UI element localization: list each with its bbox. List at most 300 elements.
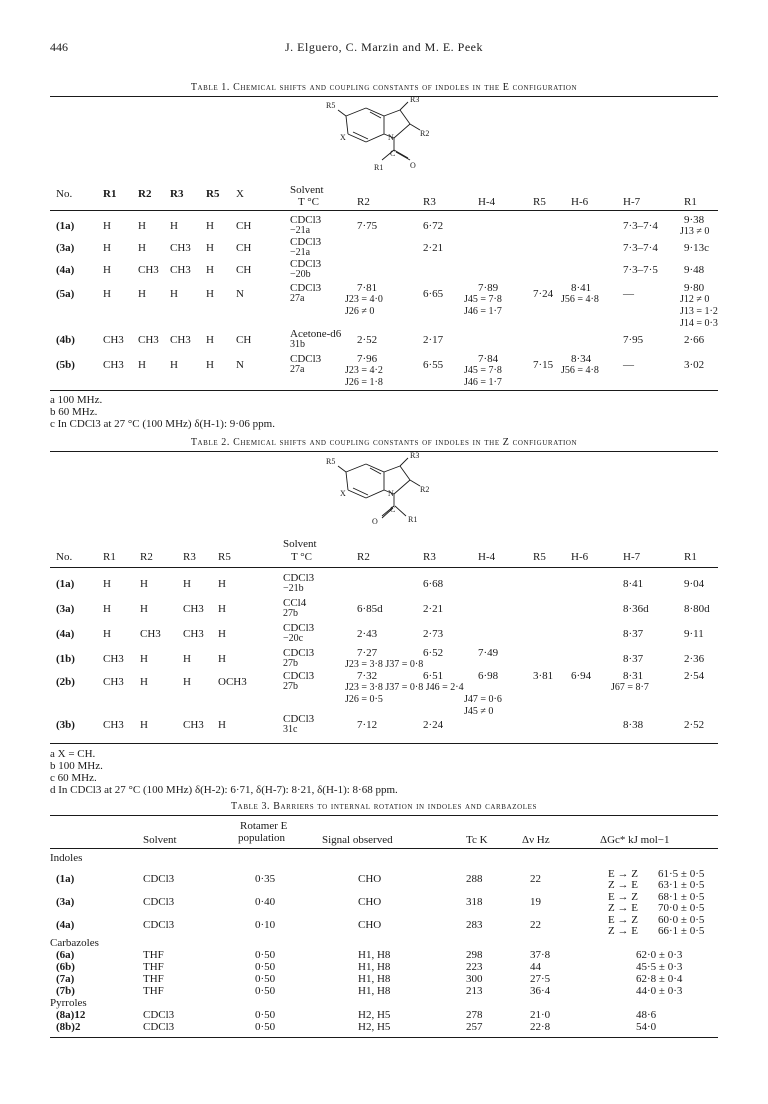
cell-shift-r2: 7·81 bbox=[357, 282, 378, 294]
cell-shift-r1: 9·11 bbox=[684, 628, 704, 640]
col-header-dv: Δν Hz bbox=[522, 834, 550, 846]
col-header-shift-r2: R2 bbox=[357, 551, 370, 563]
cell-r1: H bbox=[103, 578, 111, 590]
col-header-h7: H-7 bbox=[623, 196, 641, 208]
cell-solvent: Acetone-d6 bbox=[290, 328, 342, 340]
group-heading: Pyrroles bbox=[50, 997, 87, 1009]
row-id: (6a) bbox=[56, 949, 75, 961]
cell-solvent: CDCl3 bbox=[143, 1021, 175, 1033]
cell-h7: 8·31 bbox=[623, 670, 644, 682]
bond-line bbox=[400, 458, 408, 466]
cell-x: N bbox=[236, 359, 244, 371]
structure-label-o: O bbox=[372, 517, 378, 526]
cell-r5: H bbox=[206, 242, 214, 254]
cell-direction: E → Z bbox=[608, 891, 638, 903]
col-header-solvent: Solvent bbox=[290, 184, 324, 196]
bond-line bbox=[370, 112, 381, 118]
cell-r3: CH3 bbox=[170, 242, 191, 254]
cell-dg: 70·0 ± 0·5 bbox=[658, 902, 705, 914]
bond-line bbox=[394, 124, 410, 138]
cell-solvent: CDCl3 bbox=[290, 214, 322, 226]
col-header-shift-r3: R3 bbox=[423, 196, 436, 208]
cell-signal: CHO bbox=[358, 896, 382, 908]
cell-shift-r1: 2·52 bbox=[684, 719, 705, 731]
cell-coupling: J23 = 3·8 J37 = 0·8 J46 = 2·4 bbox=[345, 682, 464, 693]
cell-r3: CH3 bbox=[170, 264, 191, 276]
cell-tc: 283 bbox=[466, 919, 483, 931]
bond-line bbox=[338, 466, 346, 472]
row-id: (3a) bbox=[56, 603, 75, 615]
cell-temp: −21a bbox=[290, 247, 311, 258]
cell-dg: 62·8 ± 0·4 bbox=[636, 973, 683, 985]
cell-coupling: J23 = 4·0 bbox=[345, 294, 383, 305]
col-header-r1: R1 bbox=[103, 188, 117, 200]
structure-label-r3: R3 bbox=[410, 96, 420, 104]
cell-solvent: CDCl3 bbox=[290, 236, 322, 248]
row-id: (7b) bbox=[56, 985, 75, 997]
cell-solvent: THF bbox=[143, 961, 164, 973]
cell-r3: CH3 bbox=[183, 628, 204, 640]
cell-h7: — bbox=[623, 359, 634, 371]
cell-tc: 300 bbox=[466, 973, 483, 985]
cell-solvent: CDCl3 bbox=[283, 713, 315, 725]
bond-line bbox=[394, 480, 410, 494]
structure-label-n: N bbox=[388, 489, 394, 498]
cell-direction: E → Z bbox=[608, 914, 638, 926]
cell-x: CH bbox=[236, 334, 252, 346]
cell-tc: 257 bbox=[466, 1021, 483, 1033]
cell-solvent: CDCl3 bbox=[283, 647, 315, 659]
cell-population: 0·50 bbox=[255, 985, 276, 997]
cell-solvent: CDCl3 bbox=[143, 1009, 175, 1021]
cell-h7: 7·3–7·4 bbox=[623, 220, 658, 232]
structure-label-r5: R5 bbox=[326, 101, 336, 110]
bond-line bbox=[348, 134, 366, 142]
cell-solvent: CDCl3 bbox=[283, 622, 315, 634]
table1-caption: Table 1. Chemical shifts and coupling constants of indoles in the E configuration bbox=[190, 82, 578, 93]
cell-solvent: CDCl3 bbox=[283, 670, 315, 682]
cell-population: 0·50 bbox=[255, 1009, 276, 1021]
cell-temp: −20b bbox=[290, 269, 311, 280]
col-header-shift-r3: R3 bbox=[423, 551, 436, 563]
cell-shift-r1: 9·04 bbox=[684, 578, 705, 590]
row-id: (3a) bbox=[56, 896, 75, 908]
cell-temp: 27a bbox=[290, 364, 305, 375]
cell-shift-r3: 6·55 bbox=[423, 359, 444, 371]
cell-direction: Z → E bbox=[608, 925, 638, 937]
structure-label-o: O bbox=[410, 161, 416, 170]
structure-label-r3: R3 bbox=[410, 452, 420, 460]
cell-r5: H bbox=[218, 653, 226, 665]
cell-shift-r2: 7·96 bbox=[357, 353, 378, 365]
row-id: (3a) bbox=[56, 242, 75, 254]
col-header-tc: Tc K bbox=[466, 834, 488, 846]
cell-r1: CH3 bbox=[103, 359, 124, 371]
cell-dv: 37·8 bbox=[530, 949, 551, 961]
cell-r1: H bbox=[103, 628, 111, 640]
structure-label-x: X bbox=[340, 489, 346, 498]
row-id: (1a) bbox=[56, 578, 75, 590]
bond-line bbox=[346, 116, 348, 134]
cell-solvent: CDCl3 bbox=[290, 258, 322, 270]
cell-h6: 6·94 bbox=[571, 670, 592, 682]
cell-tc: 288 bbox=[466, 873, 483, 885]
cell-shift-r3: 2·17 bbox=[423, 334, 444, 346]
row-id: (4b) bbox=[56, 334, 75, 346]
cell-x: CH bbox=[236, 264, 252, 276]
cell-r1: CH3 bbox=[103, 676, 124, 688]
cell-dg: 63·1 ± 0·5 bbox=[658, 879, 705, 891]
cell-direction: Z → E bbox=[608, 902, 638, 914]
cell-shift-r1: 2·54 bbox=[684, 670, 705, 682]
cell-r5: H bbox=[218, 719, 226, 731]
cell-h7: 7·95 bbox=[623, 334, 644, 346]
col-header-h4: H-4 bbox=[478, 551, 496, 563]
table3-top-rule bbox=[50, 815, 718, 816]
cell-h6: 8·34 bbox=[571, 353, 592, 365]
cell-coupling: J14 = 0·3 bbox=[680, 318, 718, 329]
cell-solvent: THF bbox=[143, 973, 164, 985]
bond-line bbox=[384, 110, 400, 116]
cell-h4: 6·98 bbox=[478, 670, 499, 682]
cell-temp: 31c bbox=[283, 724, 298, 735]
cell-shift-r2: 7·12 bbox=[357, 719, 378, 731]
cell-solvent: CDCl3 bbox=[143, 896, 175, 908]
cell-signal: H1, H8 bbox=[358, 949, 391, 961]
cell-shift-r3: 6·68 bbox=[423, 578, 444, 590]
cell-r5: H bbox=[206, 220, 214, 232]
table2-structure bbox=[316, 452, 456, 532]
cell-h7: 8·36d bbox=[623, 603, 649, 615]
row-id: (1b) bbox=[56, 653, 75, 665]
cell-r3: H bbox=[183, 653, 191, 665]
cell-dv: 19 bbox=[530, 896, 541, 908]
cell-r5: OCH3 bbox=[218, 676, 247, 688]
cell-coupling: J26 = 1·8 bbox=[345, 377, 383, 388]
cell-x: CH bbox=[236, 220, 252, 232]
cell-tc: 298 bbox=[466, 949, 483, 961]
col-header-shift-r5: R5 bbox=[533, 551, 546, 563]
row-id: (4a) bbox=[56, 919, 75, 931]
row-id: (3b) bbox=[56, 719, 75, 731]
col-header-shift-r2: R2 bbox=[357, 196, 370, 208]
structure-label-r1: R1 bbox=[408, 515, 418, 524]
bond-line bbox=[410, 480, 420, 486]
cell-r2: H bbox=[138, 359, 146, 371]
cell-coupling: J67 = 8·7 bbox=[611, 682, 649, 693]
cell-temp: 27b bbox=[283, 608, 298, 619]
bond-line bbox=[400, 102, 408, 110]
cell-dv: 44 bbox=[530, 961, 541, 973]
table1-footnote: b 60 MHz. bbox=[50, 406, 98, 418]
cell-r3: CH3 bbox=[183, 603, 204, 615]
cell-shift-r3: 2·21 bbox=[423, 242, 444, 254]
cell-r3: H bbox=[170, 359, 178, 371]
col-header-shift-r1: R1 bbox=[684, 196, 697, 208]
bond-line bbox=[346, 472, 348, 490]
cell-r2: H bbox=[138, 220, 146, 232]
table2-caption: Table 2. Chemical shifts and coupling constants of indoles in the Z configuration bbox=[190, 437, 578, 448]
cell-signal: CHO bbox=[358, 873, 382, 885]
cell-r2: H bbox=[140, 676, 148, 688]
structure-label-r5: R5 bbox=[326, 457, 336, 466]
cell-solvent: CDCl3 bbox=[283, 572, 315, 584]
cell-shift-r1: 9·80 bbox=[684, 282, 705, 294]
cell-h7: 8·41 bbox=[623, 578, 644, 590]
cell-coupling: J45 ≠ 0 bbox=[464, 706, 494, 717]
table2-footnote: d In CDCl3 at 27 °C (100 MHz) δ(H-2): 6·71, δ(H-7): 8·21, δ(H-1): 8·68 ppm. bbox=[50, 784, 398, 796]
cell-coupling: J45 = 7·8 bbox=[464, 365, 502, 376]
cell-r3: H bbox=[183, 578, 191, 590]
cell-dg: 48·6 bbox=[636, 1009, 657, 1021]
running-header: J. Elguero, C. Marzin and M. E. Peek bbox=[285, 40, 483, 54]
row-id: (6b) bbox=[56, 961, 75, 973]
bond-line bbox=[353, 488, 368, 495]
table3-header-rule bbox=[50, 848, 718, 849]
structure-label-c: C bbox=[390, 505, 396, 514]
cell-r5: H bbox=[218, 628, 226, 640]
cell-r1: H bbox=[103, 603, 111, 615]
table2-bottom-rule bbox=[50, 743, 718, 744]
cell-dg: 44·0 ± 0·3 bbox=[636, 985, 683, 997]
cell-signal: H1, H8 bbox=[358, 985, 391, 997]
cell-dg: 62·0 ± 0·3 bbox=[636, 949, 683, 961]
bond-line bbox=[366, 134, 384, 142]
cell-coupling: J26 ≠ 0 bbox=[345, 306, 375, 317]
cell-population: 0·10 bbox=[255, 919, 276, 931]
col-header-no: No. bbox=[56, 188, 73, 200]
cell-coupling: J26 = 0·5 bbox=[345, 694, 383, 705]
cell-solvent: CDCl3 bbox=[143, 873, 175, 885]
table1-bottom-rule bbox=[50, 390, 718, 391]
cell-r2: H bbox=[140, 578, 148, 590]
cell-direction: E → Z bbox=[608, 868, 638, 880]
col-header-r3: R3 bbox=[170, 188, 184, 200]
cell-tc: 278 bbox=[466, 1009, 483, 1021]
col-header-solvent: Solvent bbox=[143, 834, 177, 846]
bond-line bbox=[346, 464, 366, 472]
bond-line bbox=[370, 468, 381, 474]
cell-coupling: J45 = 7·8 bbox=[464, 294, 502, 305]
cell-temp: 31b bbox=[290, 339, 305, 350]
cell-r2: H bbox=[140, 719, 148, 731]
cell-shift-r1: 2·66 bbox=[684, 334, 705, 346]
row-id: (4a) bbox=[56, 628, 75, 640]
bond-line bbox=[400, 110, 410, 124]
cell-dv: 21·0 bbox=[530, 1009, 551, 1021]
cell-population: 0·50 bbox=[255, 961, 276, 973]
table1-footnote: a 100 MHz. bbox=[50, 394, 103, 406]
table2-footnote: c 60 MHz. bbox=[50, 772, 97, 784]
structure-label-r2: R2 bbox=[420, 485, 430, 494]
cell-dg: 45·5 ± 0·3 bbox=[636, 961, 683, 973]
cell-shift-r3: 6·51 bbox=[423, 670, 444, 682]
cell-h4: 7·84 bbox=[478, 353, 499, 365]
cell-shift-r1: 9·13c bbox=[684, 242, 710, 254]
structure-label-x: X bbox=[340, 133, 346, 142]
cell-dg: 66·1 ± 0·5 bbox=[658, 925, 705, 937]
cell-h6: 8·41 bbox=[571, 282, 592, 294]
cell-h4: 7·89 bbox=[478, 282, 499, 294]
col-header-r5: R5 bbox=[218, 551, 231, 563]
cell-shift-r2: 7·27 bbox=[357, 647, 378, 659]
cell-coupling: J12 ≠ 0 bbox=[680, 294, 710, 305]
cell-shift-r3: 2·24 bbox=[423, 719, 444, 731]
cell-dg: 54·0 bbox=[636, 1021, 657, 1033]
cell-dv: 22·8 bbox=[530, 1021, 551, 1033]
col-header-r2: R2 bbox=[138, 188, 152, 200]
structure-label-r2: R2 bbox=[420, 129, 430, 138]
page-number: 446 bbox=[50, 40, 68, 54]
col-header-r1: R1 bbox=[103, 551, 116, 563]
cell-dg: 60·0 ± 0·5 bbox=[658, 914, 705, 926]
cell-h7: 7·3–7·5 bbox=[623, 264, 658, 276]
cell-tc: 213 bbox=[466, 985, 483, 997]
group-heading: Indoles bbox=[50, 852, 83, 864]
cell-shift-r1: 8·80d bbox=[684, 603, 710, 615]
bond-line bbox=[396, 152, 410, 160]
cell-coupling: J23 = 3·8 J37 = 0·8 bbox=[345, 659, 424, 670]
col-header-temp: T °C bbox=[291, 551, 313, 563]
cell-r2: CH3 bbox=[138, 264, 159, 276]
cell-solvent: CCl4 bbox=[283, 597, 307, 609]
bond-line bbox=[395, 506, 406, 516]
cell-r3: H bbox=[170, 288, 178, 300]
cell-shift-r3: 6·65 bbox=[423, 288, 444, 300]
cell-dv: 22 bbox=[530, 873, 541, 885]
cell-coupling: J23 = 4·2 bbox=[345, 365, 383, 376]
col-header-r3: R3 bbox=[183, 551, 196, 563]
cell-r3: H bbox=[170, 220, 178, 232]
row-id: (1a) bbox=[56, 220, 75, 232]
cell-shift-r3: 2·73 bbox=[423, 628, 444, 640]
cell-x: CH bbox=[236, 242, 252, 254]
row-id: (8a)12 bbox=[56, 1009, 86, 1021]
cell-shift-r2: 7·32 bbox=[357, 670, 378, 682]
col-header-solvent: Solvent bbox=[283, 538, 317, 550]
cell-signal: CHO bbox=[358, 919, 382, 931]
cell-coupling: J13 = 1·2 bbox=[680, 306, 718, 317]
table3-caption: Table 3. Barriers to internal rotation in indoles and carbazoles bbox=[230, 801, 538, 812]
cell-h7: 7·3–7·4 bbox=[623, 242, 658, 254]
group-heading: Carbazoles bbox=[50, 937, 99, 949]
cell-shift-r1: 3·02 bbox=[684, 359, 705, 371]
cell-r3: CH3 bbox=[183, 719, 204, 731]
cell-signal: H2, H5 bbox=[358, 1021, 391, 1033]
cell-r2: CH3 bbox=[140, 628, 161, 640]
cell-r2: CH3 bbox=[138, 334, 159, 346]
cell-x: N bbox=[236, 288, 244, 300]
col-header-shift-r1: R1 bbox=[684, 551, 697, 563]
cell-population: 0·50 bbox=[255, 949, 276, 961]
cell-coupling: J47 = 0·6 bbox=[464, 694, 502, 705]
table2-footnote: a X = CH. bbox=[50, 748, 96, 760]
cell-dg: 61·5 ± 0·5 bbox=[658, 868, 705, 880]
cell-signal: H1, H8 bbox=[358, 973, 391, 985]
cell-dv: 27·5 bbox=[530, 973, 551, 985]
table1-header-rule bbox=[50, 210, 718, 211]
cell-population: 0·40 bbox=[255, 896, 276, 908]
cell-coupling: J46 = 1·7 bbox=[464, 306, 502, 317]
cell-h4: 7·49 bbox=[478, 647, 499, 659]
bond-line bbox=[348, 490, 366, 498]
col-header-population: population bbox=[238, 832, 286, 844]
cell-r5: H bbox=[218, 578, 226, 590]
cell-h7: — bbox=[623, 288, 634, 300]
cell-coupling: J13 ≠ 0 bbox=[680, 226, 710, 237]
cell-coupling: J46 = 1·7 bbox=[464, 377, 502, 388]
cell-temp: 27a bbox=[290, 293, 305, 304]
col-header-h4: H-4 bbox=[478, 196, 496, 208]
col-header-temp: T °C bbox=[298, 196, 320, 208]
col-header-shift-r5: R5 bbox=[533, 196, 546, 208]
cell-solvent: CDCl3 bbox=[290, 353, 322, 365]
cell-r3: H bbox=[183, 676, 191, 688]
bond-line bbox=[346, 108, 366, 116]
cell-temp: 27b bbox=[283, 681, 298, 692]
table3-bottom-rule bbox=[50, 1037, 718, 1038]
cell-r2: H bbox=[140, 653, 148, 665]
cell-r1: H bbox=[103, 220, 111, 232]
table1-footnote: c In CDCl3 at 27 °C (100 MHz) δ(H-1): 9·06 ppm. bbox=[50, 418, 275, 430]
cell-solvent: THF bbox=[143, 949, 164, 961]
cell-dv: 36·4 bbox=[530, 985, 551, 997]
cell-signal: H1, H8 bbox=[358, 961, 391, 973]
cell-r5: H bbox=[206, 359, 214, 371]
cell-r5: H bbox=[218, 603, 226, 615]
table2-header-rule bbox=[50, 567, 718, 568]
cell-h7: 8·37 bbox=[623, 653, 644, 665]
cell-h7: 8·38 bbox=[623, 719, 644, 731]
cell-shift-r2: 6·85d bbox=[357, 603, 383, 615]
table1-structure bbox=[316, 96, 456, 176]
cell-r1: CH3 bbox=[103, 719, 124, 731]
cell-temp: 27b bbox=[283, 658, 298, 669]
table2-footnote: b 100 MHz. bbox=[50, 760, 103, 772]
col-header-x: X bbox=[236, 188, 244, 200]
cell-population: 0·50 bbox=[255, 973, 276, 985]
cell-solvent: CDCl3 bbox=[290, 282, 322, 294]
cell-coupling: J56 = 4·8 bbox=[561, 294, 599, 305]
row-id: (8b)2 bbox=[56, 1021, 81, 1033]
cell-shift-r5: 7·15 bbox=[533, 359, 554, 371]
cell-population: 0·35 bbox=[255, 873, 276, 885]
col-header-h6: H-6 bbox=[571, 196, 589, 208]
cell-r2: H bbox=[140, 603, 148, 615]
cell-shift-r5: 3·81 bbox=[533, 670, 554, 682]
cell-population: 0·50 bbox=[255, 1021, 276, 1033]
bond-line bbox=[353, 132, 368, 139]
cell-r1: CH3 bbox=[103, 334, 124, 346]
cell-r1: H bbox=[103, 242, 111, 254]
col-header-dg: ΔGc* kJ mol−1 bbox=[600, 834, 670, 846]
structure-label-c: C bbox=[390, 149, 396, 158]
bond-line bbox=[410, 124, 420, 130]
col-header-r5: R5 bbox=[206, 188, 220, 200]
cell-r1: H bbox=[103, 264, 111, 276]
col-header-h6: H-6 bbox=[571, 551, 589, 563]
cell-shift-r2: 7·75 bbox=[357, 220, 378, 232]
cell-dv: 22 bbox=[530, 919, 541, 931]
cell-shift-r2: 2·52 bbox=[357, 334, 378, 346]
bond-line bbox=[400, 466, 410, 480]
cell-r2: H bbox=[138, 288, 146, 300]
col-header-h7: H-7 bbox=[623, 551, 641, 563]
cell-solvent: CDCl3 bbox=[143, 919, 175, 931]
row-id: (1a) bbox=[56, 873, 75, 885]
row-id: (5a) bbox=[56, 288, 75, 300]
cell-shift-r1: 9·38 bbox=[684, 214, 705, 226]
